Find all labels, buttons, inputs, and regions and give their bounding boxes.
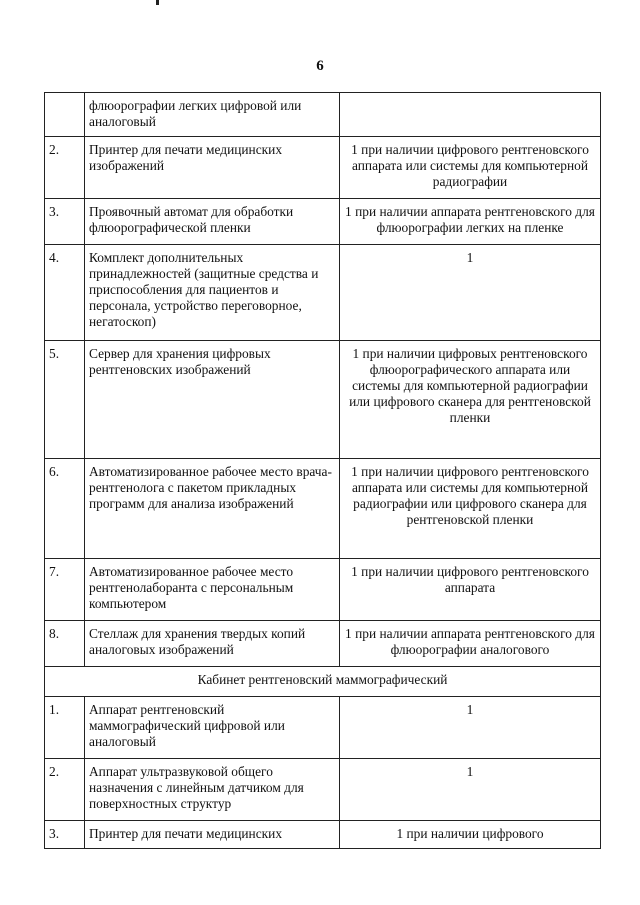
table-row: [45, 93, 601, 137]
equipment-name: Проявочный автомат для обработки флюорографической пленки: [85, 199, 340, 245]
equipment-name: Автоматизированное рабочее место рентгенолаборанта с персональным компьютером: [85, 559, 340, 621]
required-quantity: 1 при наличии цифрового: [340, 821, 601, 849]
required-quantity: 1 при наличии аппарата рентгеновского для флюорографии аналогового: [340, 621, 601, 667]
page-number: 6: [316, 58, 324, 74]
table-row: [45, 137, 601, 199]
row-number: 5.: [45, 341, 85, 459]
row-number: 3.: [45, 821, 85, 849]
table-row: [45, 459, 601, 559]
required-quantity: 1: [340, 759, 601, 821]
equipment-name: флюорографии легких цифровой или аналоговый: [85, 93, 340, 137]
row-number: 4.: [45, 245, 85, 341]
required-quantity: [340, 93, 601, 137]
required-quantity: 1 при наличии аппарата рентгеновского для флюорографии легких на пленке: [340, 199, 601, 245]
scan-mark: [156, 0, 159, 5]
table-row: [45, 199, 601, 245]
table-row: [45, 821, 601, 849]
row-number: [45, 93, 85, 137]
section-header-row: [45, 667, 601, 697]
table-row: [45, 621, 601, 667]
equipment-name: Аппарат рентгеновский маммографический цифровой или аналоговый: [85, 697, 340, 759]
equipment-name: Комплект дополнительных принадлежностей (защитные средства и приспособления для пациентов и персонала, устройство переговорное, негатоскоп): [85, 245, 340, 341]
table-row: [45, 697, 601, 759]
table-row: [45, 759, 601, 821]
section-title: Кабинет рентгеновский маммографический: [45, 667, 601, 697]
equipment-name: Сервер для хранения цифровых рентгеновских изображений: [85, 341, 340, 459]
required-quantity: 1 при наличии цифрового рентгеновского аппарата: [340, 559, 601, 621]
required-quantity: 1 при наличии цифрового рентгеновского аппарата или системы для компьютерной радиографии или цифрового сканера для рентгеновской пленки: [340, 459, 601, 559]
required-quantity: 1 при наличии цифрового рентгеновского аппарата или системы для компьютерной радиографии: [340, 137, 601, 199]
equipment-name: Принтер для печати медицинских изображений: [85, 137, 340, 199]
equipment-name: Стеллаж для хранения твердых копий аналоговых изображений: [85, 621, 340, 667]
equipment-table: [44, 92, 601, 849]
row-number: 1.: [45, 697, 85, 759]
row-number: 3.: [45, 199, 85, 245]
table-row: [45, 245, 601, 341]
row-number: 6.: [45, 459, 85, 559]
row-number: 2.: [45, 137, 85, 199]
row-number: 2.: [45, 759, 85, 821]
table-row: [45, 341, 601, 459]
row-number: 8.: [45, 621, 85, 667]
required-quantity: 1: [340, 697, 601, 759]
equipment-name: Аппарат ультразвуковой общего назначения с линейным датчиком для поверхностных структур: [85, 759, 340, 821]
equipment-name: Автоматизированное рабочее место врача-рентгенолога с пакетом прикладных программ для анализа изображений: [85, 459, 340, 559]
required-quantity: 1 при наличии цифровых рентгеновского флюорографического аппарата или системы для компьютерной радиографии или цифрового сканера для рентгеновской пленки: [340, 341, 601, 459]
equipment-name: Принтер для печати медицинских: [85, 821, 340, 849]
row-number: 7.: [45, 559, 85, 621]
required-quantity: 1: [340, 245, 601, 341]
table-row: [45, 559, 601, 621]
